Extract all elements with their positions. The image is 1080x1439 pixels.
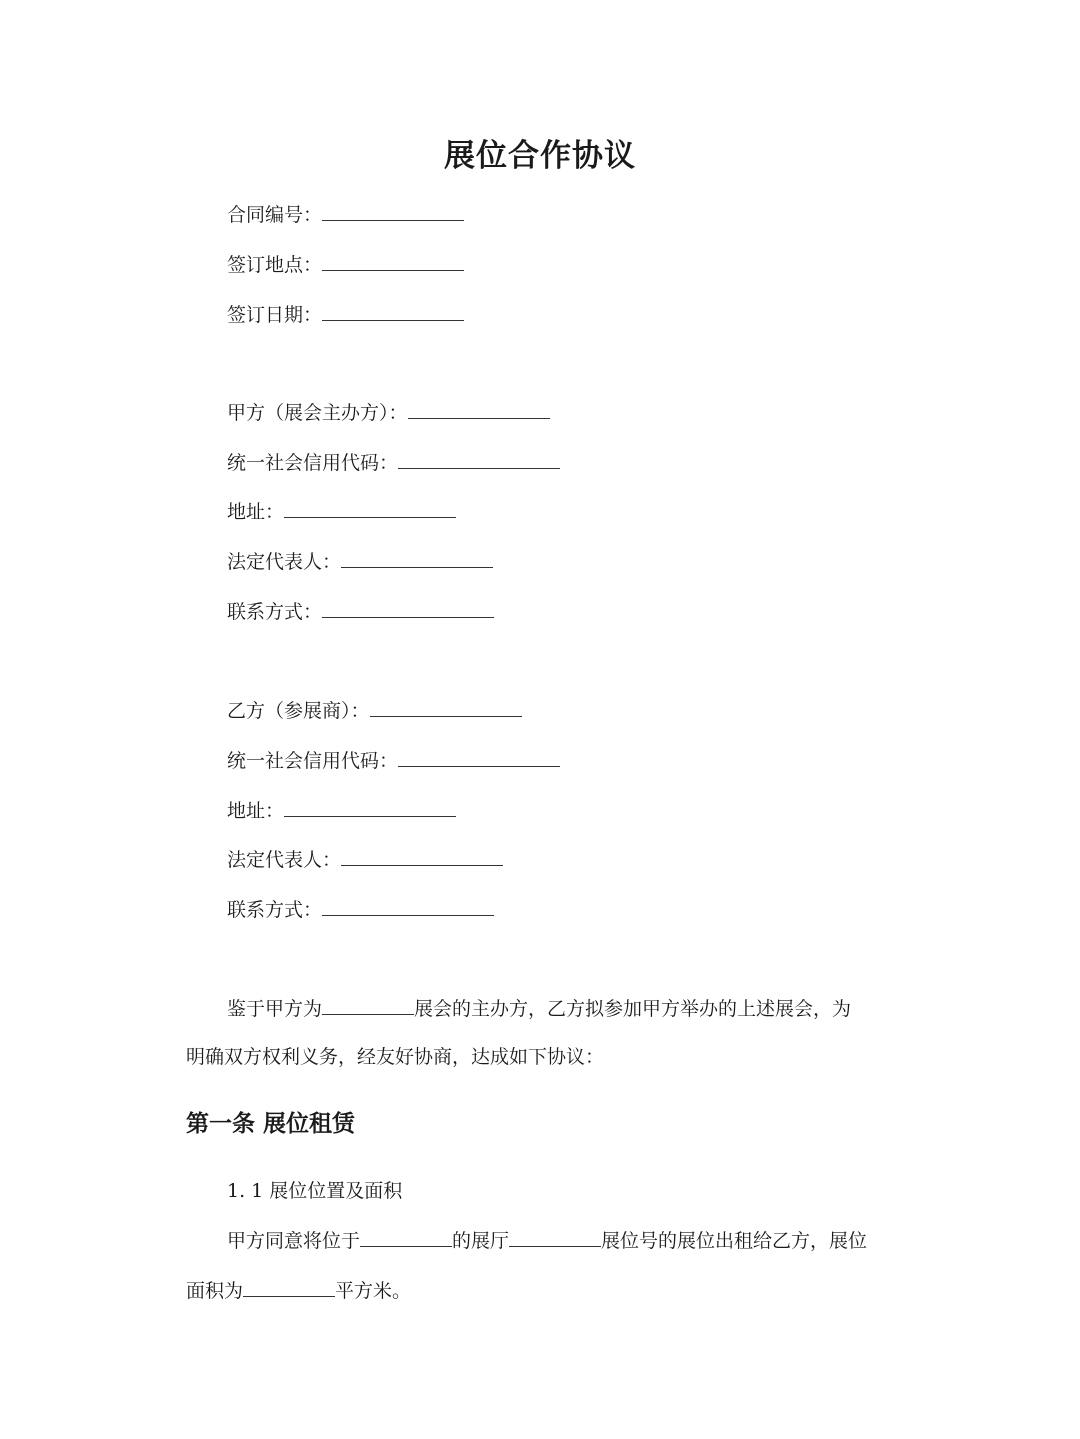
party-a-address-label: 地址： xyxy=(227,501,285,523)
party-a-address-field xyxy=(227,497,456,526)
preamble-text-a: 鉴于甲方为 xyxy=(227,998,323,1020)
party-b-contact-blank[interactable] xyxy=(322,895,494,916)
document-title: 展位合作协议 xyxy=(444,138,636,174)
signing-place-field xyxy=(227,250,464,279)
contract-number-blank[interactable] xyxy=(322,200,464,221)
article-1-body-text-b: 的展厅 xyxy=(452,1230,510,1252)
party-a-name-blank[interactable] xyxy=(408,398,550,419)
signing-date-label: 签订日期： xyxy=(227,304,323,326)
signing-place-label: 签订地点： xyxy=(227,254,323,276)
booth-area-blank[interactable] xyxy=(243,1276,335,1297)
party-b-name-field xyxy=(227,696,522,725)
party-b-credit-code-label: 统一社会信用代码： xyxy=(227,750,399,772)
article-1-heading: 第一条 展位租赁 xyxy=(186,1111,356,1137)
party-a-credit-code-blank[interactable] xyxy=(398,448,560,469)
article-1-body-line-1 xyxy=(227,1226,867,1255)
preamble-line-1 xyxy=(227,994,851,1023)
party-b-address-field xyxy=(227,796,456,825)
party-a-credit-code-field xyxy=(227,448,560,477)
party-a-contact-blank[interactable] xyxy=(322,597,494,618)
party-b-name-blank[interactable] xyxy=(370,696,522,717)
signing-date-field xyxy=(227,300,464,329)
party-b-credit-code-blank[interactable] xyxy=(398,746,560,767)
party-a-address-blank[interactable] xyxy=(284,497,456,518)
party-a-legal-rep-field xyxy=(227,547,493,576)
article-1-body-text-e: 平方米。 xyxy=(335,1280,412,1302)
party-a-contact-field xyxy=(227,597,494,626)
party-a-name-field xyxy=(227,398,550,427)
party-b-address-blank[interactable] xyxy=(284,796,456,817)
preamble-line-2: 明确双方权利义务，经友好协商，达成如下协议： xyxy=(186,1046,605,1068)
booth-number-blank[interactable] xyxy=(509,1226,601,1247)
party-a-legal-rep-blank[interactable] xyxy=(341,547,493,568)
contract-number-label: 合同编号： xyxy=(227,204,323,226)
party-b-legal-rep-label: 法定代表人： xyxy=(227,849,342,871)
party-b-address-label: 地址： xyxy=(227,800,285,822)
party-b-legal-rep-field xyxy=(227,845,503,874)
party-a-contact-label: 联系方式： xyxy=(227,601,323,623)
party-a-legal-rep-label: 法定代表人： xyxy=(227,551,342,573)
signing-date-blank[interactable] xyxy=(322,300,464,321)
article-1-body-text-d: 面积为 xyxy=(186,1280,244,1302)
party-a-credit-code-label: 统一社会信用代码： xyxy=(227,452,399,474)
party-b-name-label: 乙方（参展商）： xyxy=(227,700,370,722)
hall-location-blank[interactable] xyxy=(360,1226,452,1247)
article-1-body-text-a: 甲方同意将位于 xyxy=(227,1230,361,1252)
contract-number-field xyxy=(227,200,464,229)
party-b-legal-rep-blank[interactable] xyxy=(341,845,503,866)
article-1-body-text-c: 展位号的展位出租给乙方，展位 xyxy=(601,1230,868,1252)
party-b-credit-code-field xyxy=(227,746,560,775)
article-1-1-subheading: 1. 1 展位位置及面积 xyxy=(227,1180,403,1202)
party-b-contact-label: 联系方式： xyxy=(227,899,323,921)
exhibition-name-blank[interactable] xyxy=(322,994,414,1015)
party-a-name-label: 甲方（展会主办方）： xyxy=(227,402,408,424)
preamble-text-b: 展会的主办方，乙方拟参加甲方举办的上述展会，为 xyxy=(414,998,852,1020)
article-1-body-line-2 xyxy=(186,1276,898,1305)
party-b-contact-field xyxy=(227,895,494,924)
signing-place-blank[interactable] xyxy=(322,250,464,271)
